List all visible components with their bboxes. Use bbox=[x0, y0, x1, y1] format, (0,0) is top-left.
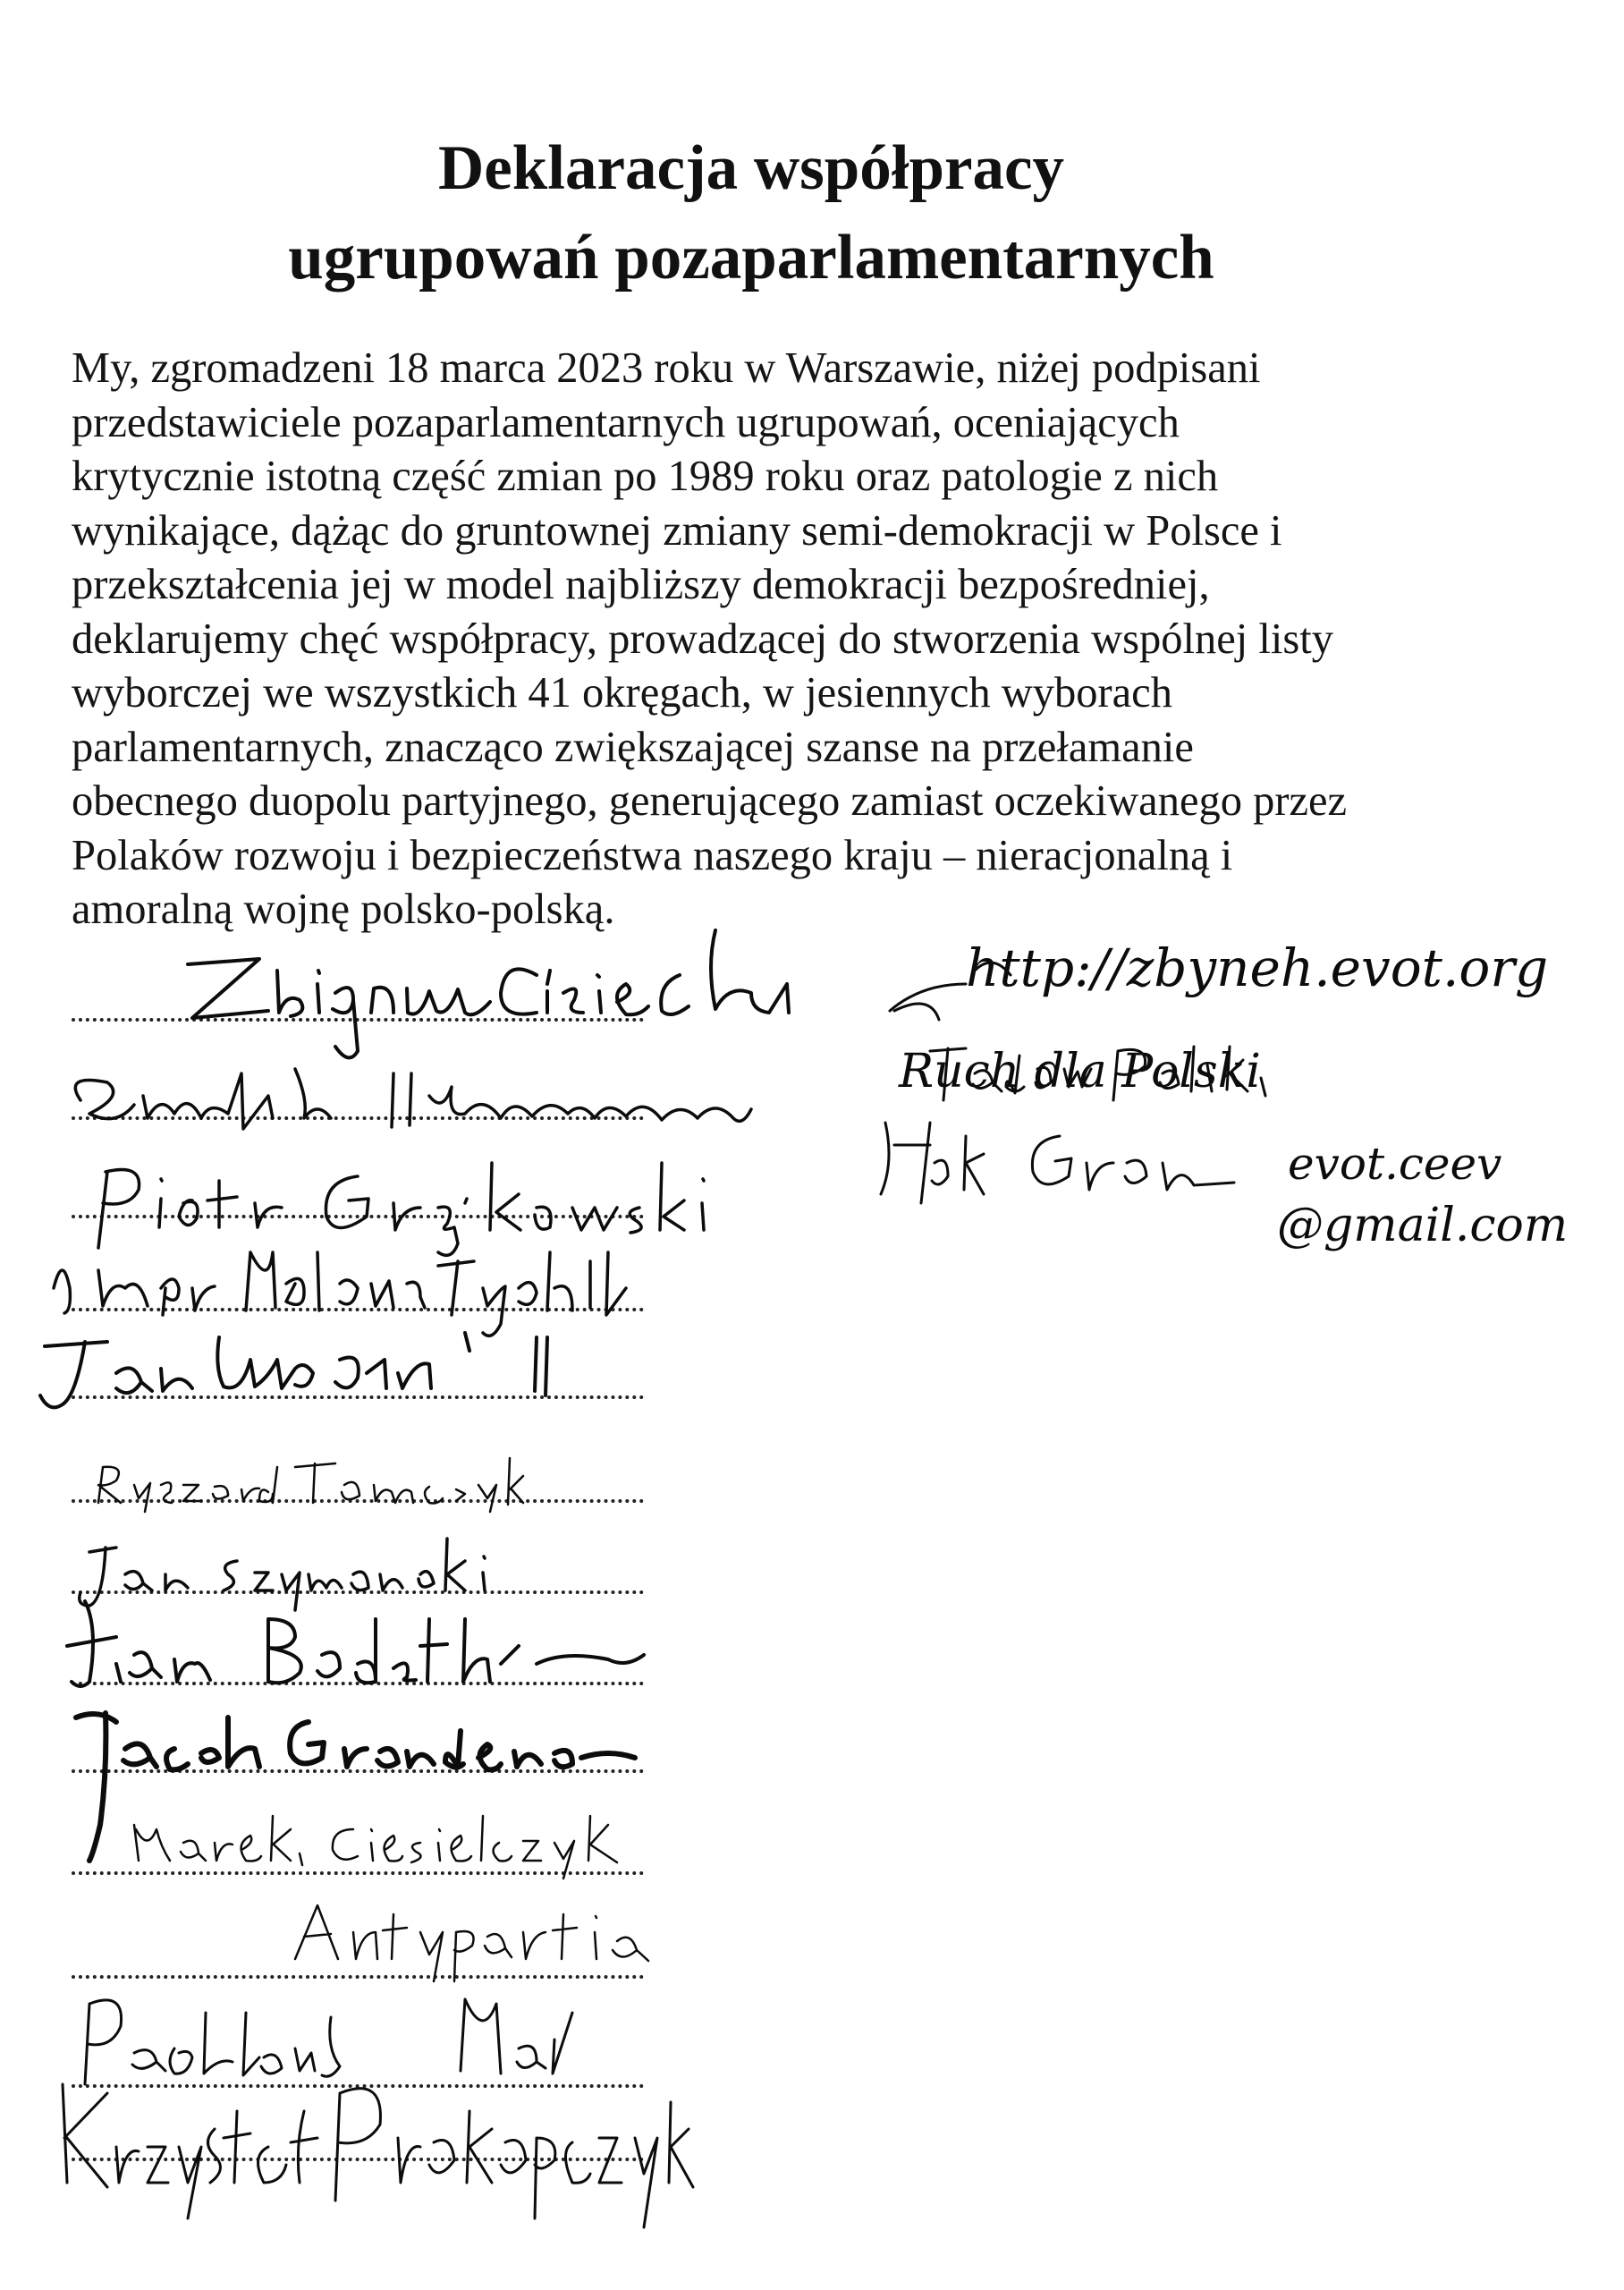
body-line: Polaków rozwoju i bezpieczeństwa naszego kraju – nieracjonalną i bbox=[72, 831, 1233, 879]
signature-jan-szymanski bbox=[80, 1539, 485, 1610]
signature-przedluzenie-mazur bbox=[85, 1999, 572, 2084]
body-line: obecnego duopolu partyjnego, generującego zamiast oczekiwanego przez bbox=[72, 777, 1348, 825]
handwritten-url: http://zbyneh.evot.org bbox=[966, 937, 1549, 998]
handwritten-email-user: evot.ceev bbox=[1288, 1138, 1502, 1190]
body-line: wynikające, dążąc do gruntownej zmiany semi-demokracji w Polsce i bbox=[72, 506, 1282, 555]
body-line: My, zgromadzeni 18 marca 2023 roku w Warszawie, niżej podpisani bbox=[72, 344, 1261, 392]
signature-adam-bodetko bbox=[67, 1601, 644, 1686]
body-line: przedstawiciele pozaparlamentarnych ugrupowań, oceniających bbox=[72, 398, 1180, 446]
title-line: Deklaracja współpracy bbox=[437, 133, 1065, 203]
signature-krzysztof bbox=[75, 1069, 751, 1129]
body-line: deklarujemy chęć współpracy, prowadzącej do stworzenia wspólnej listy bbox=[72, 615, 1333, 663]
body-line: wyborczej we wszystkich 41 okręgach, w jesiennych wyborach bbox=[72, 669, 1172, 717]
body-line: krytycznie istotną część zmian po 1989 roku oraz patologie z nich bbox=[72, 453, 1219, 500]
body-line: parlamentarnych, znacząco zwiększającej szanse na przełamanie bbox=[72, 723, 1194, 771]
signature-marek-ciesielczyk bbox=[134, 1816, 617, 1879]
handwritten-email-domain: @gmail.com bbox=[1277, 1199, 1569, 1252]
signature-scrawl-right bbox=[881, 1123, 1234, 1203]
signature-zbigniew-cisiecki bbox=[188, 930, 789, 1057]
handwritten-movement: Ruch dla Polski bbox=[899, 1045, 1261, 1098]
signature-mjr-aleksander bbox=[54, 1252, 626, 1336]
signature-jan-urban bbox=[40, 1333, 547, 1407]
signature-ryszard-tomczyk bbox=[98, 1458, 523, 1512]
body-line: amoralną wojnę polsko-polską. bbox=[72, 886, 615, 933]
signature-antypartia bbox=[295, 1905, 648, 1981]
title-line: ugrupowań pozaparlamentarnych bbox=[288, 223, 1214, 293]
signature-piotr bbox=[98, 1163, 704, 1255]
body-line: przekształcenia jej w model najbliższy demokracji bezpośredniej, bbox=[72, 561, 1210, 608]
signature-krzysztof-prokopczyk bbox=[63, 2084, 693, 2227]
